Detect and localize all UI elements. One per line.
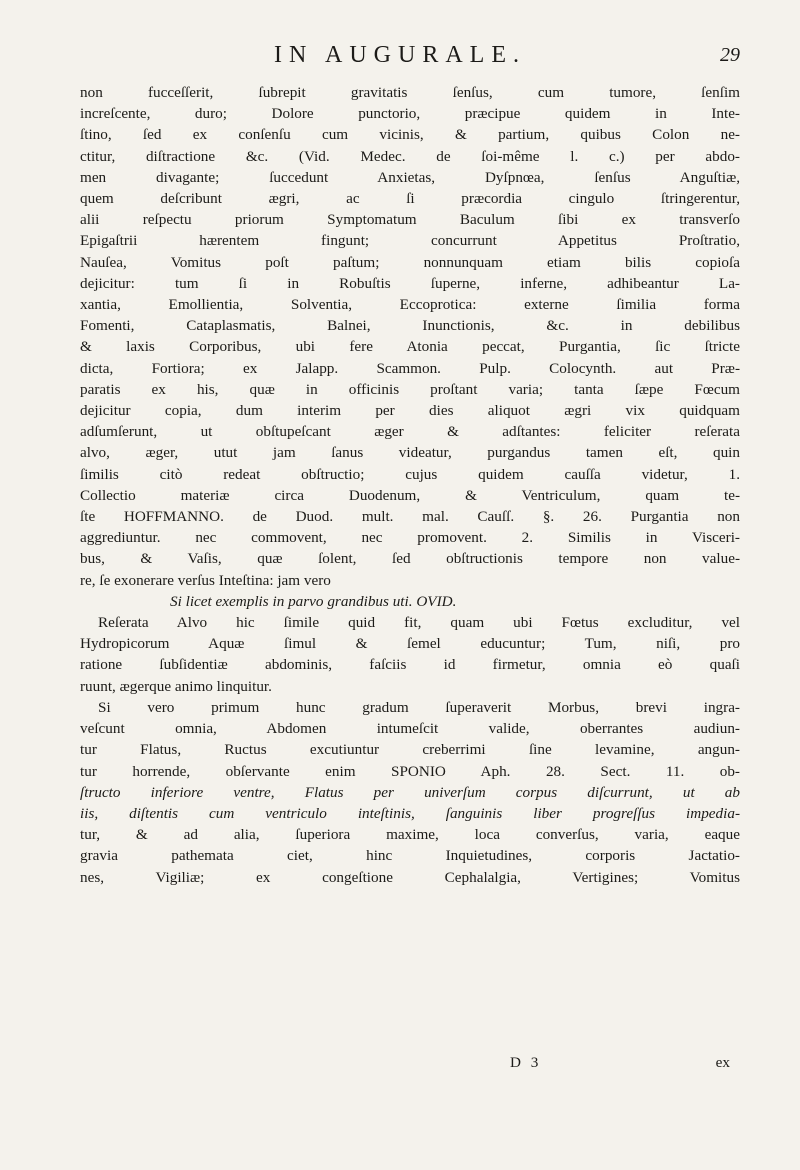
text-line: xantia, Emollientia, Solventia, Eccoprotica: externe ſimilia forma xyxy=(80,296,740,314)
text-line: ratione ſubſidentiæ abdominis, faſciis id firmetur, omnia eò quaſi xyxy=(80,656,740,674)
text-line: ruunt, ægerque animo linquitur. xyxy=(80,677,272,695)
text-line: dejicitur copia, dum interim per dies aliquot ægri vix quidquam xyxy=(80,402,740,420)
text-line: tur Flatus, Ructus excutiuntur creberrimi ſine levamine, angun- xyxy=(80,741,740,759)
text-line: nes, Vigiliæ; ex congeſtione Cephalalgia, Vertigines; Vomitus xyxy=(80,868,740,886)
text-line: non fucceſſerit, ſubrepit gravitatis ſenſus, cum tumore, ſenſim xyxy=(80,84,740,101)
text-line: adſumſerunt, ut obſtupeſcant æger & adſtantes: feliciter reſerata xyxy=(80,423,740,441)
text-line: gravia pathemata ciet, hinc Inquietudines, corporis Jactatio- xyxy=(80,847,740,865)
text-line: veſcunt omnia, Abdomen intumeſcit valide, oberrantes audiun- xyxy=(80,720,740,738)
running-title: IN AUGURALE. xyxy=(274,42,526,68)
text-line: ſimilis citò redeat obſtructio; cujus quidem cauſſa videtur, 1. xyxy=(80,465,740,483)
text-line: Si vero primum hunc gradum ſuperaverit Morbus, brevi ingra- xyxy=(98,698,740,716)
text-line: tur horrende, obſervante enim SPONIO Aph. 28. Sect. 11. ob- xyxy=(80,762,740,780)
signature-mark: D 3 xyxy=(510,1054,542,1071)
text-line: Hydropicorum Aquæ ſimul & ſemel educuntur; Tum, niſi, pro xyxy=(80,635,740,653)
text-line: ſtino, ſed ex conſenſu cum vicinis, & partium, quibus Colon ne- xyxy=(80,126,740,144)
text-line: aggrediuntur. nec commovent, nec promovent. 2. Similis in Visceri- xyxy=(80,529,740,547)
text-line: Collectio materiæ circa Duodenum, & Ventriculum, quam te- xyxy=(80,486,740,504)
text-line: alvo, æger, utut jam ſanus videatur, purgandus tamen eſt, quin xyxy=(80,444,740,462)
running-head xyxy=(60,42,740,72)
text-line: & laxis Corporibus, ubi fere Atonia peccat, Purgantia, ſic ſtricte xyxy=(80,338,740,356)
text-line: quem deſcribunt ægri, ac ſi præcordia cingulo ſtringerentur, xyxy=(80,190,740,208)
page-number: 29 xyxy=(720,44,740,66)
text-line: dejicitur: tum ſi in Robuſtis ſuperne, inferne, adhibeantur La- xyxy=(80,274,740,292)
text-line: tur, & ad alia, ſuperiora maxime, loca converſus, varia, eaque xyxy=(80,826,740,844)
text-line: Fomenti, Cataplasmatis, Balnei, Inunctionis, &c. in debilibus xyxy=(80,317,740,335)
text-line: iis, diſtentis cum ventriculo inteſtinis, ſanguinis liber progreſſus impedia- xyxy=(80,804,740,822)
text-line: ctitur, diſtractione &c. (Vid. Medec. de ſoi-même l. c.) per abdo- xyxy=(80,147,740,165)
text-line: Reſerata Alvo hic ſimile quid fit, quam ubi Fœtus excluditur, vel xyxy=(98,614,740,632)
text-line: alii reſpectu priorum Symptomatum Baculum ſibi ex transverſo xyxy=(80,211,740,229)
text-line: men divagante; ſuccedunt Anxietas, Dyſpnœa, ſenſus Anguſtiæ, xyxy=(80,168,740,186)
quotation-line: Si licet exemplis in parvo grandibus uti. OVID. xyxy=(170,592,457,610)
text-line: increſcente, duro; Dolore punctorio, præcipue quidem in Inte- xyxy=(80,105,740,123)
text-line: re, ſe exonerare verſus Inteſtina: jam vero xyxy=(80,571,331,589)
page-footer xyxy=(80,1054,740,1078)
text-line: dicta, Fortiora; ex Jalapp. Scammon. Pulp. Colocynth. aut Præ- xyxy=(80,359,740,377)
text-line: Nauſea, Vomitus poſt paſtum; nonnunquam etiam bilis copioſa xyxy=(80,253,740,271)
body-text xyxy=(80,82,740,888)
text-line: ſtructo inferiore ventre, Flatus per univerſum corpus diſcurrunt, ut ab xyxy=(80,783,740,801)
catchword: ex xyxy=(715,1054,730,1071)
text-line: bus, & Vaſis, quæ ſolent, ſed obſtructionis tempore non value- xyxy=(80,550,740,568)
text-line: paratis ex his, quæ in officinis proſtant varia; tanta ſæpe Fœcum xyxy=(80,380,740,398)
text-line: Epigaſtrii hærentem fingunt; concurrunt Appetitus Proſtratio, xyxy=(80,232,740,250)
text-line: ſte HOFFMANNO. de Duod. mult. mal. Cauſſ. §. 26. Purgantia non xyxy=(80,508,740,526)
